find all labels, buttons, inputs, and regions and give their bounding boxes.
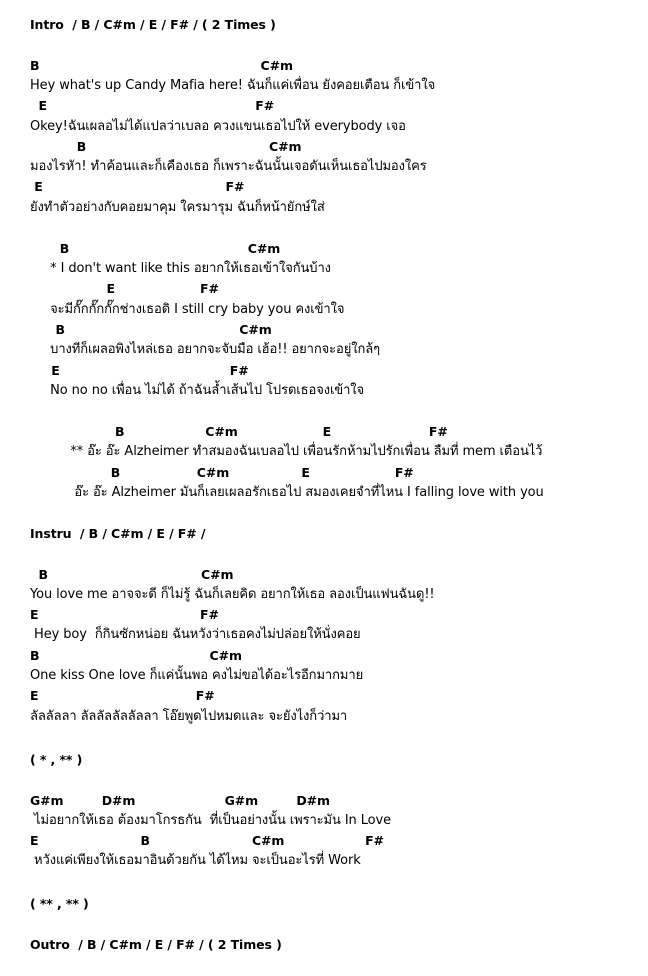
verse1-lyric-2: Okey!ฉันเผลอไม่ได้แปลว่าเบลอ ควงแขนเธอไปให้ everybody เจอ bbox=[30, 119, 406, 134]
verse2-lyric-1: * I don't want like this อยากให้เธอเข้าใจกันบ้าง bbox=[30, 261, 331, 276]
repeat-line-1: ( * , ** ) bbox=[30, 752, 83, 767]
bridge-lyric-2: หวังแค่เพียงให้เธอมาอินด้วยกัน ได้ไหม จะเป็นอะไรที่ Work bbox=[30, 853, 361, 868]
verse1-lyric-1: Hey what's up Candy Mafia here! ฉันก็แค่เพื่อน ยังคอยเตือน ก็เข้าใจ bbox=[30, 78, 436, 93]
verse3-chords-1: B C#m bbox=[30, 567, 234, 582]
verse2-chords-1: B C#m bbox=[30, 241, 281, 256]
intro-line: Intro / B / C#m / E / F# / ( 2 Times ) bbox=[30, 17, 276, 32]
verse3-lyric-3: One kiss One love ก็แค่นั้นพอ คงไม่ขอได้อะไรอีกมากมาย bbox=[30, 668, 364, 683]
bridge-lyric-1: ไม่อยากให้เธอ ต้องมาโกรธกัน ที่เป็นอย่างนั้น เพราะมัน In Love bbox=[30, 813, 391, 828]
verse2-chords-2: E F# bbox=[30, 281, 219, 296]
chorus-chords-2: B C#m E F# bbox=[30, 465, 414, 480]
verse2-lyric-3: บางทีก็เผลอพิงไหล่เธอ อยากจะจับมือ เฮ้อ!! อยากจะอยู่ใกล้ๆ bbox=[30, 342, 381, 357]
repeat-line-2: ( ** , ** ) bbox=[30, 896, 89, 911]
verse1-chords-3: B C#m bbox=[30, 139, 302, 154]
instru-line: Instru / B / C#m / E / F# / bbox=[30, 526, 206, 541]
verse3-lyric-4: ลัลลัลลา ลัลลัลลัลลัลลา โอ๊ยพูดไปหมดและ จะยังไงก็ว่ามา bbox=[30, 709, 348, 724]
verse1-chords-1: B C#m bbox=[30, 58, 293, 73]
verse3-chords-2: E F# bbox=[30, 607, 219, 622]
bridge-chords-2: E B C#m F# bbox=[30, 833, 384, 848]
verse2-lyric-2: จะมีกั๊กกั๊กกั๊กช่างเธอดิ I still cry baby you คงเข้าใจ bbox=[30, 302, 345, 317]
verse1-lyric-3: มองไรหัา! ทำค้อนและก็เคืองเธอ ก็เพราะฉันนั้นเจอดันเห็นเธอไปมองใคร bbox=[30, 159, 427, 174]
verse2-chords-3: B C#m bbox=[30, 322, 272, 337]
outro-line: Outro / B / C#m / E / F# / ( 2 Times ) bbox=[30, 937, 282, 952]
bridge-chords-1: G#m D#m G#m D#m bbox=[30, 793, 330, 808]
verse3-chords-4: E F# bbox=[30, 688, 215, 703]
chorus-chords-1: B C#m E F# bbox=[30, 424, 448, 439]
chorus-lyric-1: ** อ๊ะ อ๊ะ Alzheimer ทำสมองฉันเบลอไป เพื่อนรักห้ามไปรักเพื่อน ลืมที่ mem เตือนไว้ bbox=[30, 444, 543, 459]
verse1-lyric-4: ยังทำตัวอย่างกับคอยมาคุม ใครมารุม ฉันก็หน้ายักษ์ใส่ bbox=[30, 200, 325, 215]
verse1-chords-4: E F# bbox=[30, 179, 245, 194]
verse2-lyric-4: No no no เพื่อน ไม่ได้ ถ้าฉันล้ำเส้นไป โปรดเธอจงเข้าใจ bbox=[30, 383, 365, 398]
verse2-chords-4: E F# bbox=[30, 363, 249, 378]
verse1-chords-2: E F# bbox=[30, 98, 275, 113]
verse3-lyric-1: You love me อาจจะดี ก็ไม่รู้ ฉันก็เลยคิด อยากให้เธอ ลองเป็นแฟนฉันดู!! bbox=[30, 587, 435, 602]
verse3-lyric-2: Hey boy ก็กินซักหน่อย ฉันหวังว่าเธอคงไม่ปล่อยให้นั่งคอย bbox=[30, 627, 361, 642]
verse3-chords-3: B C#m bbox=[30, 648, 242, 663]
chorus-lyric-2: อ๊ะ อ๊ะ Alzheimer มันก็เลยเผลอรักเธอไป สมองเคยจำที่ไหน I falling love with you bbox=[30, 485, 544, 500]
